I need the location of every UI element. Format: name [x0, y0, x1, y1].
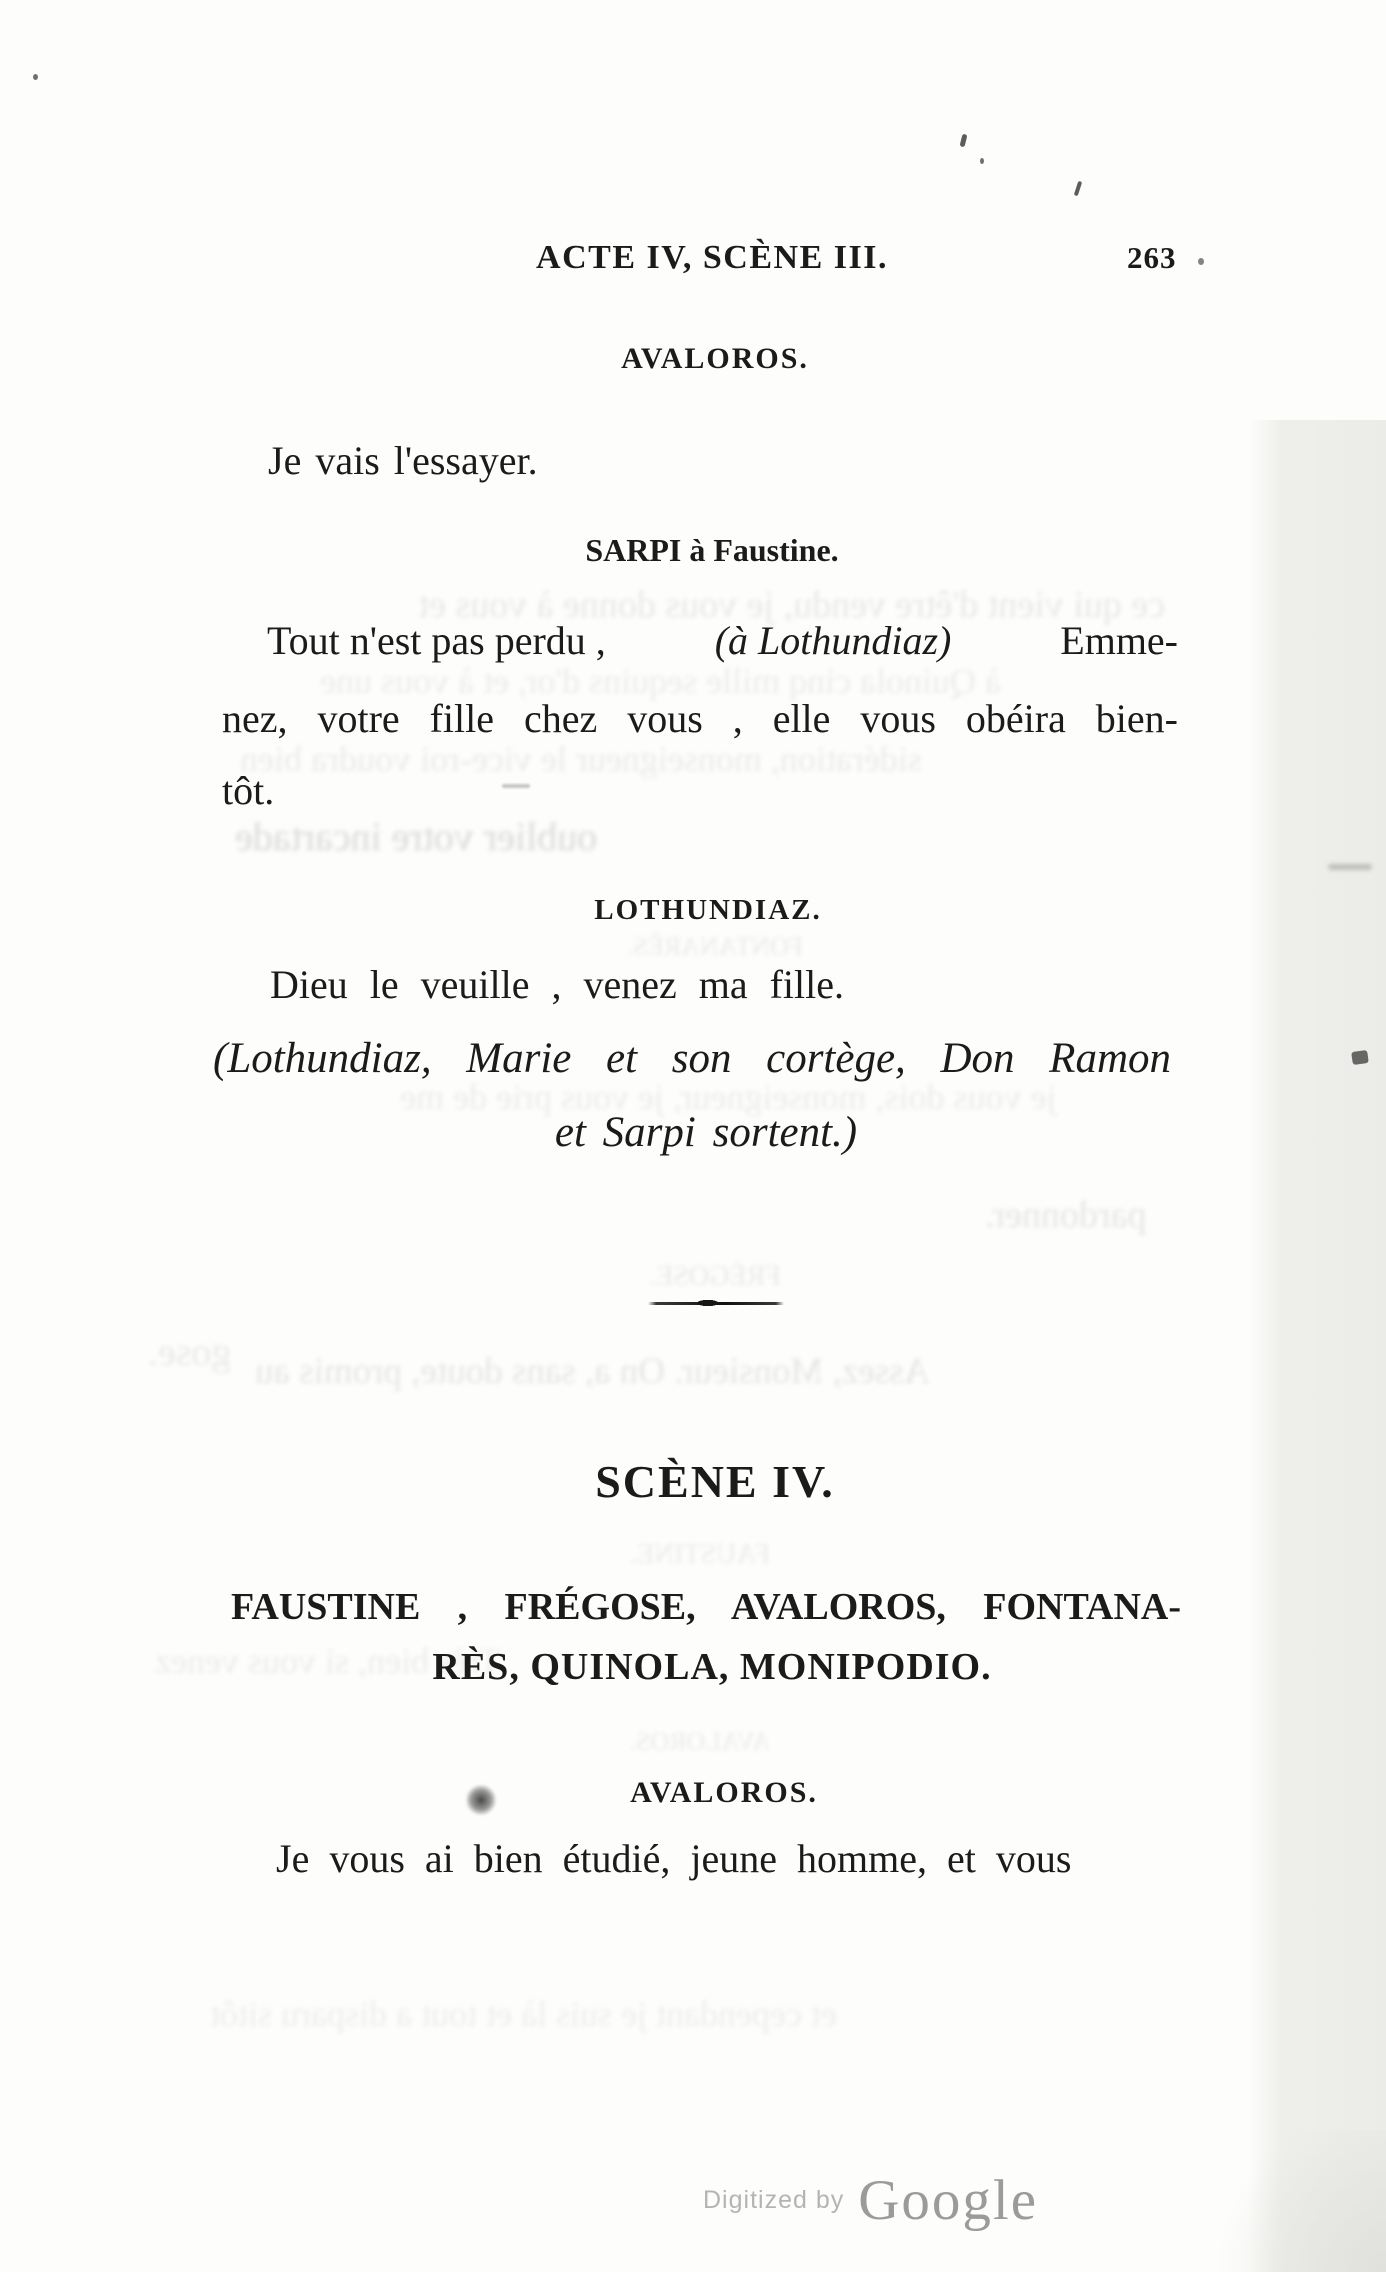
bleedthrough-text: Assez, Monsieur. On a, sans doute, promis au [255, 1351, 931, 1392]
dialogue-line: Je vais l'essayer. [268, 438, 538, 483]
bleedthrough-text: AVALOROS. [629, 1727, 771, 1756]
ink-speck [1198, 258, 1204, 265]
paper-smear [1328, 864, 1372, 870]
dialogue-line: tôt. [222, 768, 275, 813]
speaker-heading-avaloros: AVALOROS. [621, 342, 809, 375]
bleedthrough-text: à Quinola cinq mille sequins d'or, et à vous une [320, 661, 1001, 701]
google-logo: Google [858, 2169, 1039, 2232]
bleedthrough-text: FONTANARÈS. [626, 932, 804, 961]
ink-speck [1351, 1050, 1369, 1065]
ink-dash [502, 784, 530, 788]
speaker-heading-lothundiaz: LOTHUNDIAZ. [594, 894, 822, 926]
character-list-line: RÈS, QUINOLA, MONIPODIO. [432, 1646, 992, 1688]
dialogue-fragment: Tout n'est pas perdu , [267, 618, 606, 663]
ink-speck [33, 74, 38, 80]
bleedthrough-text: pardonner. [985, 1194, 1147, 1236]
scan-edge-shadow [1248, 420, 1386, 2272]
google-watermark [703, 2168, 1038, 2233]
character-list-line: FAUSTINE , FRÉGOSE, AVALOROS, FONTANA- [231, 1586, 1181, 1628]
bleedthrough-text: FAUSTINE. [629, 1539, 771, 1570]
bleedthrough-text: et cependant je suis là et tout a disparu sitôt [210, 1994, 837, 2034]
stage-direction-line: (Lothundiaz, Marie et son cortège, Don Ramon [213, 1035, 1171, 1082]
ink-speck [980, 158, 984, 164]
stage-direction-inline: (à Lothundiaz) [714, 618, 952, 663]
ink-speck [960, 134, 968, 148]
bleedthrough-text: gose. [148, 1329, 232, 1374]
dialogue-fragment: Emme- [1060, 618, 1178, 663]
scan-corner-shadow [1200, 2130, 1386, 2272]
bleedthrough-text: oublier votre incartade [235, 814, 598, 859]
stage-direction-heading: SARPI à Faustine. [585, 532, 839, 568]
running-title: ACTE IV, SCÈNE III. [536, 239, 888, 276]
ink-smudge [466, 1784, 496, 1816]
scene-heading: SCÈNE IV. [595, 1456, 835, 1507]
bleedthrough-text: Très bien, si vous venez [155, 1641, 501, 1681]
bleedthrough-text: FRÉGOSE. [649, 1261, 781, 1292]
ink-speck [1074, 181, 1082, 197]
speaker-heading-avaloros: AVALOROS. [630, 1776, 818, 1809]
section-divider [648, 1298, 784, 1308]
digitized-by-label: Digitized by [703, 2186, 845, 2214]
dialogue-line: Je vous ai bien étudié, jeune homme, et vous [276, 1836, 1072, 1881]
bleedthrough-text: sidération, monseigneur le vice-roi voudra bien [240, 739, 922, 779]
bleedthrough-text: je vous dois, monseigneur, je vous prie de me [400, 1077, 1057, 1117]
dialogue-line: Dieu le veuille , venez ma fille. [270, 962, 845, 1007]
dialogue-line [267, 618, 1178, 664]
bleedthrough-text: ce qui vient d'être vendu, je vous donne à vous et [418, 584, 1165, 626]
page-number: 263 [1127, 240, 1177, 275]
stage-direction-line: et Sarpi sortent.) [554, 1109, 858, 1156]
dialogue-line: nez, votre fille chez vous , elle vous obéira bien- [222, 696, 1178, 741]
